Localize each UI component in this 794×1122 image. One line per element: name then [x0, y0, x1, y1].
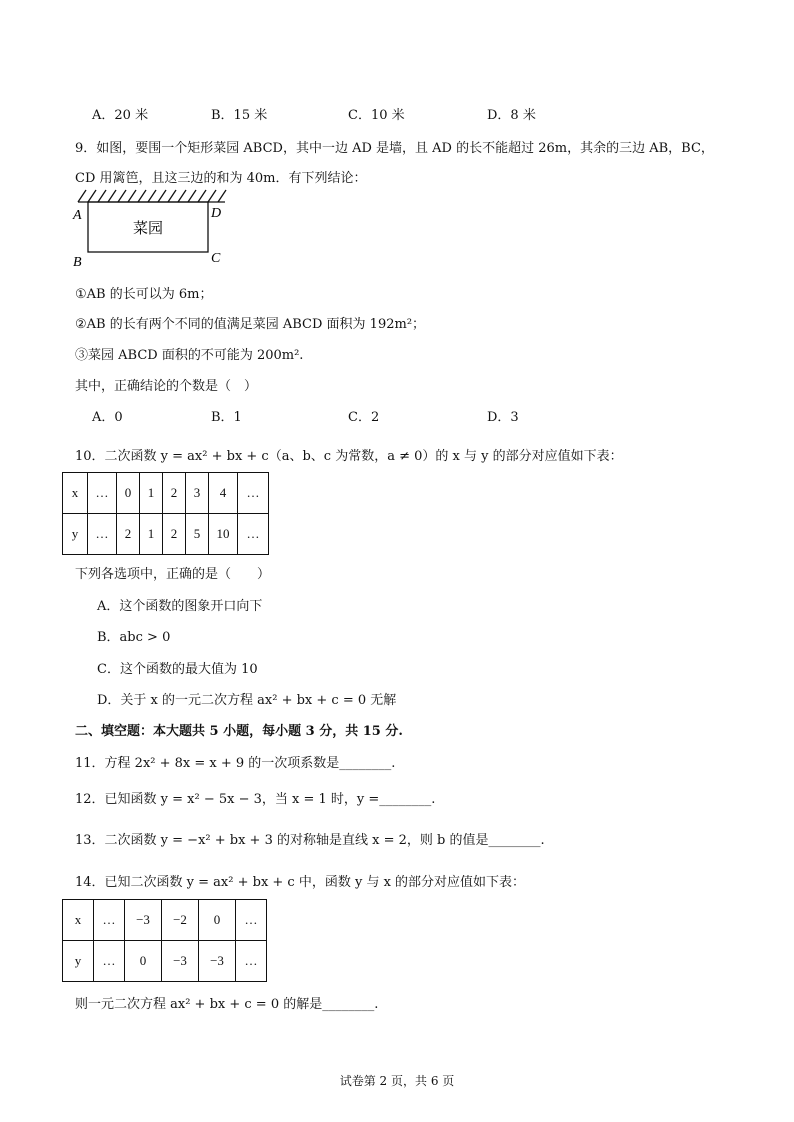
q13-text: 13．二次函数 y = −x² + bx + 3 的对称轴是直线 x = 2，则 b 的值是________. [75, 833, 545, 848]
q10-option-d: D．关于 x 的一元二次方程 ax² + bx + c = 0 无解 [97, 693, 397, 708]
q8-option-a: A．20 米 [92, 108, 149, 123]
q9-conclusion-3: ③菜园 ABCD 面积的不可能为 200m². [75, 348, 304, 363]
table-cell: 0 [125, 941, 162, 982]
table-cell: 10 [209, 514, 238, 555]
table-cell: … [236, 900, 267, 941]
q8-option-d: D．8 米 [487, 108, 536, 123]
table-cell: x [63, 900, 94, 941]
q14-stem: 14．已知二次函数 y = ax² + bx + c 中，函数 y 与 x 的部分对应值如下表： [75, 875, 526, 890]
q9-conclusion-1: ①AB 的长可以为 6m； [75, 287, 213, 302]
q10-option-a: A．这个函数的图象开口向下 [97, 599, 263, 614]
table-cell: x [63, 473, 88, 514]
q9-conclusion-2: ②AB 的长有两个不同的值满足菜园 ABCD 面积为 192m²； [75, 317, 426, 332]
label-b: B [73, 255, 82, 270]
label-c: C [211, 251, 221, 266]
page-footer: 试卷第 2 页，共 6 页 [339, 1074, 455, 1088]
q10-table [62, 472, 269, 555]
table-row [63, 941, 267, 982]
table-cell: 2 [163, 514, 186, 555]
q12-text: 12．已知函数 y = x² − 5x − 3，当 x = 1 时，y =________. [75, 792, 436, 807]
q9-stem-line1: 9．如图，要围一个矩形菜园 ABCD，其中一边 AD 是墙，且 AD 的长不能超过 26m，其余的三边 AB，BC， [75, 141, 714, 156]
table-row [63, 514, 269, 555]
q14-table [62, 899, 267, 982]
table-cell: 2 [117, 514, 140, 555]
table-cell: −3 [125, 900, 162, 941]
table-cell: … [238, 473, 269, 514]
label-a: A [73, 208, 82, 223]
q9-option-c: C．2 [348, 410, 380, 425]
table-cell: 5 [186, 514, 209, 555]
table-cell: −3 [199, 941, 236, 982]
table-cell: … [238, 514, 269, 555]
wall-hatch [78, 190, 226, 202]
q8-option-c: C．10 米 [348, 108, 405, 123]
table-cell: … [94, 900, 125, 941]
table-cell: y [63, 941, 94, 982]
q10-question: 下列各选项中，正确的是（ ） [75, 567, 271, 582]
q10-stem: 10．二次函数 y = ax² + bx + c（a、b、c 为常数，a ≠ 0）的 x 与 y 的部分对应值如下表： [75, 449, 623, 464]
label-d: D [211, 206, 222, 221]
q9-option-a: A．0 [92, 410, 123, 425]
table-row [63, 900, 267, 941]
table-cell: 3 [186, 473, 209, 514]
table-cell: 1 [140, 473, 163, 514]
garden-figure [70, 188, 240, 270]
q8-option-b: B．15 米 [211, 108, 268, 123]
table-cell: −2 [162, 900, 199, 941]
table-cell: 4 [209, 473, 238, 514]
q9-option-b: B．1 [211, 410, 242, 425]
table-cell: −3 [162, 941, 199, 982]
q10-option-b: B．abc > 0 [97, 630, 171, 645]
table-cell: … [88, 473, 117, 514]
q11-text: 11．方程 2x² + 8x = x + 9 的一次项系数是________. [75, 756, 396, 771]
table-cell: … [236, 941, 267, 982]
table-row [63, 473, 269, 514]
table-cell: … [94, 941, 125, 982]
table-cell: y [63, 514, 88, 555]
q9-option-d: D．3 [487, 410, 519, 425]
q14-question: 则一元二次方程 ax² + bx + c = 0 的解是________. [75, 997, 379, 1012]
garden-label: 菜园 [132, 219, 164, 237]
table-cell: 1 [140, 514, 163, 555]
table-cell: 0 [199, 900, 236, 941]
q9-stem-line2: CD 用篱笆，且这三边的和为 40m．有下列结论： [75, 171, 367, 186]
table-cell: … [88, 514, 117, 555]
table-cell: 2 [163, 473, 186, 514]
section-2-heading: 二、填空题：本大题共 5 小题，每小题 3 分，共 15 分. [75, 724, 403, 739]
q10-option-c: C．这个函数的最大值为 10 [97, 662, 258, 677]
table-cell: 0 [117, 473, 140, 514]
q9-question: 其中，正确结论的个数是（ ） [75, 379, 258, 394]
